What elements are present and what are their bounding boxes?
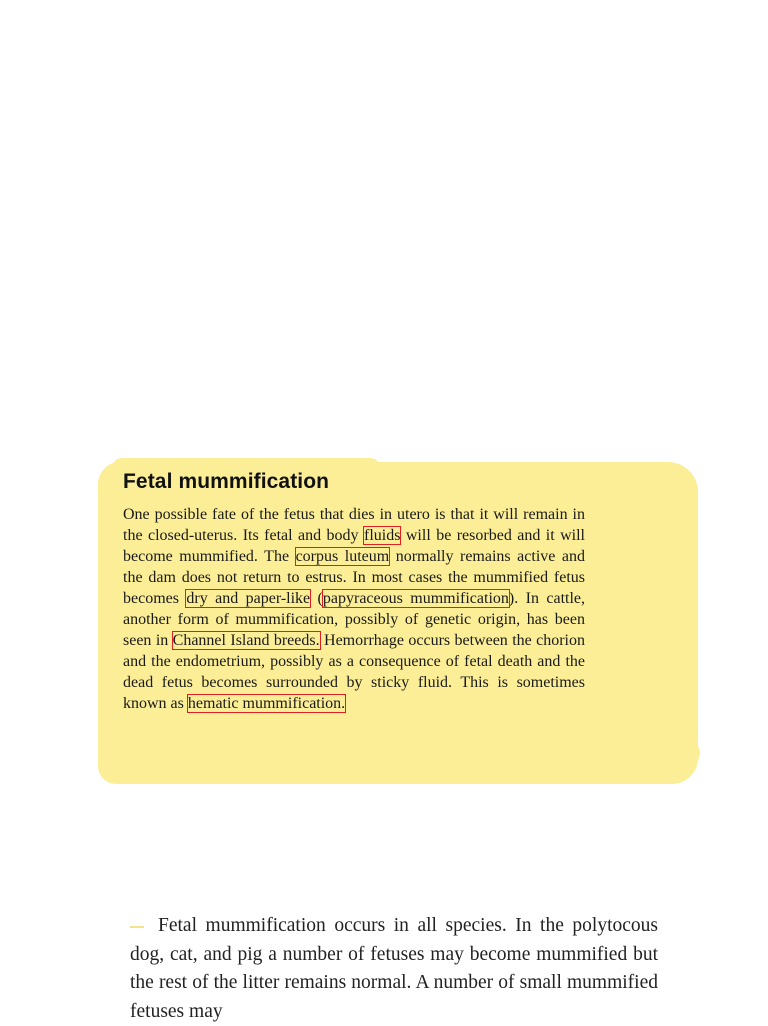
text-segment: ). In cattle, another form of mummification, possibly of genetic origin, has been seen in [123, 590, 586, 649]
text-segment: normally remains active and the dam does not return to estrus. In most cases the mummified fetus becomes [123, 548, 585, 607]
text-segment: Hemorrhage occurs between the chorion and the endometrium, possibly as a consequence of fetal death and the dead fetus becomes surrounded by sticky fluid. This is sometimes known as [123, 632, 586, 712]
lower-text: Fetal mummification occurs in all species. In the polytocous dog, cat, and pig a number of fetuses may become mummified but the rest of the litter remains normal. A number of small mummified fetuses may [130, 915, 658, 1022]
boxed-term-dry-paper-like: dry and paper-like [186, 590, 311, 607]
indent-marker [130, 926, 144, 928]
text-segment: will be resorbed and it will become mummified. The [123, 527, 585, 565]
boxed-term-papyraceous: papyraceous mummification [322, 590, 509, 607]
lower-paragraph [130, 912, 658, 1026]
boxed-term-corpus-luteum: corpus luteum [295, 548, 390, 565]
section-paragraph [123, 504, 585, 714]
fetal-mummification-section [123, 470, 585, 714]
boxed-term-hematic: hematic mummification. [187, 695, 346, 712]
boxed-term-fluids: fluids [363, 527, 401, 544]
text-segment: ( [310, 590, 323, 607]
text-segment: One possible fate of the fetus that dies in utero is that it will remain in the closed-uterus. Its fetal and body [123, 506, 585, 544]
boxed-term-channel-island: Channel Island breeds. [172, 632, 320, 649]
yellow-highlight-tail [598, 740, 700, 766]
section-heading: Fetal mummification [123, 470, 330, 493]
